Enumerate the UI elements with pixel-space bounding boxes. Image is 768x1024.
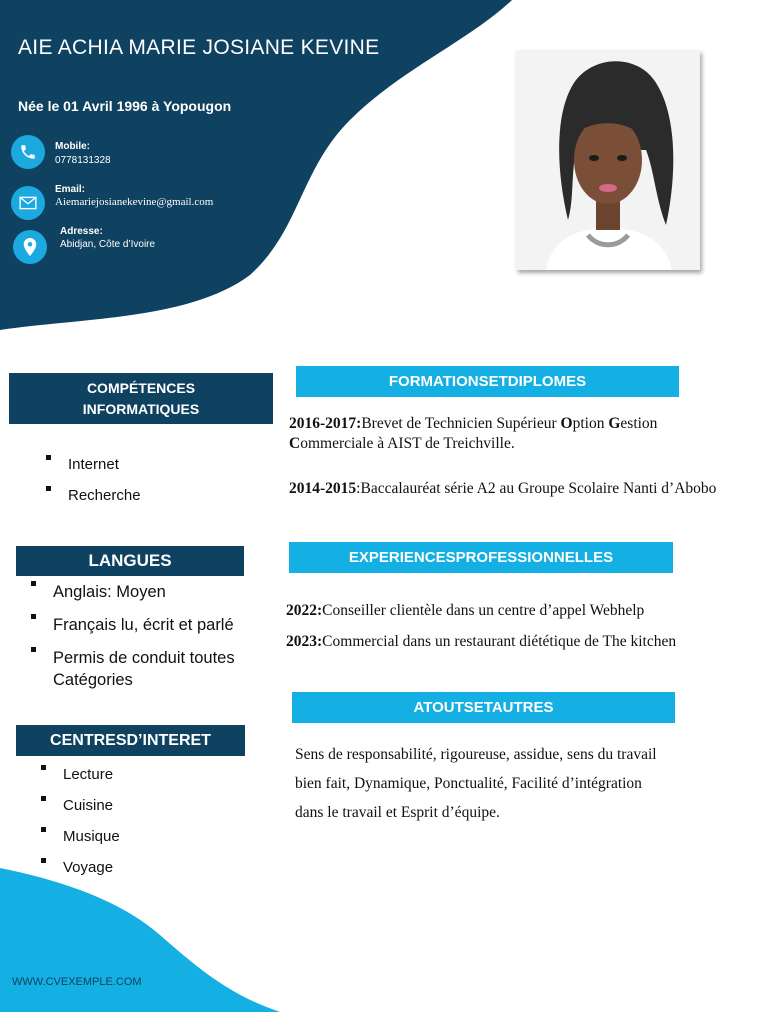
formation-entry-1-text: ommerciale à AIST de Treichville. — [300, 435, 515, 452]
mobile-label: Mobile: — [55, 141, 90, 152]
atouts-text — [295, 740, 745, 827]
formation-entry-1-initial: O — [560, 415, 573, 432]
list-item: Internet — [46, 455, 141, 486]
list-item: Permis de conduit toutes Catégories — [31, 647, 238, 691]
profile-photo — [516, 50, 700, 270]
experience-entry-1 — [286, 601, 756, 621]
formation-entry-1-text: estion — [620, 415, 658, 432]
formation-entry-2-year: 2014-2015 — [289, 480, 357, 497]
phone-icon — [11, 135, 45, 169]
list-item: Musique — [41, 827, 120, 858]
experiences-heading: EXPERIENCESPROFESSIONNELLES — [289, 542, 673, 573]
list-item: Voyage — [41, 858, 120, 889]
experience-entry-2 — [286, 632, 756, 652]
candidate-name: AIE ACHIA MARIE JOSIANE KEVINE — [18, 36, 380, 59]
formation-entry-2 — [289, 479, 739, 499]
location-icon — [13, 230, 47, 264]
formation-entry-1 — [289, 414, 739, 454]
experience-entry-1-text: Conseiller clientèle dans un centre d’appel Webhelp — [322, 602, 645, 619]
email-label: Email: — [55, 184, 86, 195]
list-item: Anglais: Moyen — [31, 581, 261, 603]
list-item: Recherche — [46, 486, 141, 517]
atouts-line: Sens de responsabilité, rigoureuse, assidue, sens du travail — [295, 746, 657, 763]
competences-heading-line2: INFORMATIQUES — [82, 400, 200, 417]
birth-info: Née le 01 Avril 1996 à Yopougon — [18, 98, 232, 114]
formation-entry-1-initial: C — [289, 435, 301, 452]
formation-entry-2-text: :Baccalauréat série A2 au Groupe Scolaire Nanti d’Abobo — [356, 480, 717, 497]
footer-wave-shape — [0, 868, 280, 1012]
langues-heading: LANGUES — [16, 546, 244, 576]
formation-entry-1-text: Brevet de Technicien Supérieur — [361, 415, 561, 432]
email-value: Aiemariejosianekevine@gmail.com — [55, 196, 214, 208]
interets-list — [41, 765, 120, 889]
address-label: Adresse: — [60, 226, 103, 237]
list-item: Français lu, écrit et parlé — [31, 614, 261, 636]
email-icon — [11, 186, 45, 220]
experience-entry-2-year: 2023: — [286, 633, 323, 650]
list-item: Cuisine — [41, 796, 120, 827]
formation-entry-1-year: 2016-2017: — [289, 415, 362, 432]
list-item: Lecture — [41, 765, 120, 796]
atouts-line: dans le travail et Esprit d’équipe. — [295, 804, 500, 821]
address-value: Abidjan, Côte d’Ivoire — [60, 239, 156, 250]
competences-heading-line1: COMPÉTENCES — [86, 379, 196, 396]
formation-entry-1-initial: G — [608, 415, 621, 432]
experience-entry-2-text: Commercial dans un restaurant diététique de The kitchen — [322, 633, 677, 650]
formation-heading: FORMATIONSETDIPLOMES — [296, 366, 679, 397]
formation-entry-1-text: ption — [572, 415, 609, 432]
experience-entry-1-year: 2022: — [286, 602, 323, 619]
atouts-line: bien fait, Dynamique, Ponctualité, Facilité d’intégration — [295, 775, 642, 792]
mobile-value: 0778131328 — [55, 155, 111, 166]
interets-heading: CENTRESD’INTERET — [16, 725, 245, 756]
competences-list — [46, 455, 141, 517]
footer-website: WWW.CVEXEMPLE.COM — [12, 976, 142, 988]
langues-list — [31, 581, 261, 691]
atouts-heading: ATOUTSETAUTRES — [292, 692, 675, 723]
competences-heading — [9, 373, 273, 424]
